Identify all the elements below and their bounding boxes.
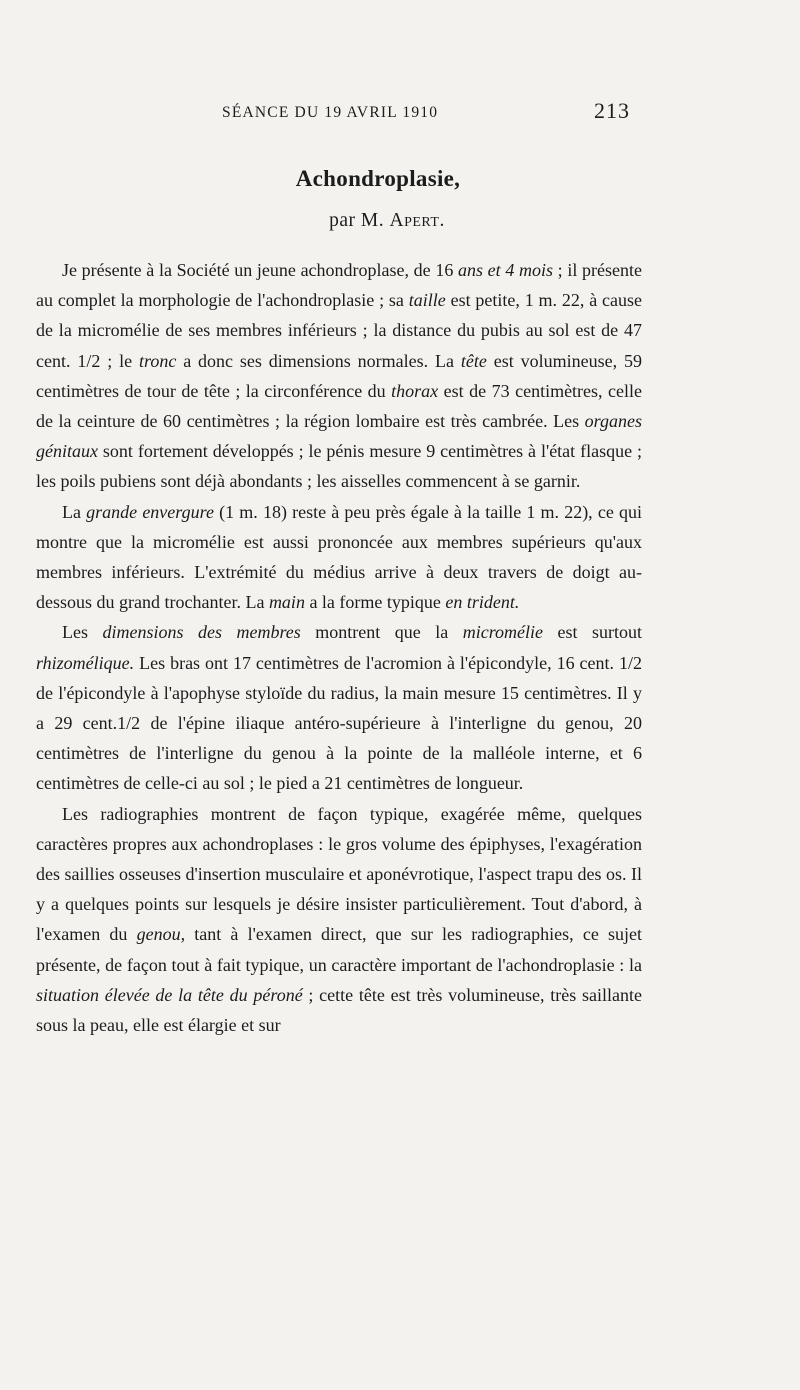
text-span: Les radiographies montrent de façon typique, exagérée même, quelques caractères propres aux achondroplases : le gros volume des épiphyses, l'exagération des saillies osseuses d'insertion musculaire et aponévrotique, l'aspect trapu des os. Il y a quelques points sur lesquels je désire insister particulièrement. Tout d'abord, à l'examen du (36, 803, 642, 945)
italic-span: main (268, 592, 305, 613)
text-span: a donc ses dimensions normales. La (176, 350, 461, 371)
italic-span: tête (460, 350, 487, 371)
text-span: tant à l'examen direct, que sur les radiographies, ce sujet présente, de façon tout à fait typique, un caractère important de l'achondroplasie : la (36, 924, 642, 975)
article-title: Achondroplasie, (295, 166, 461, 191)
text-span: ; cette tête est très volumineuse, très saillante sous la peau, elle est élargie et sur (36, 984, 642, 1036)
paragraph (36, 799, 642, 1041)
italic-span: rhizomélique. (36, 652, 135, 673)
text-span: Les (62, 622, 103, 643)
page-number: 213 (594, 98, 630, 123)
italic-span: tronc (138, 350, 177, 371)
text-span: sont fortement développés ; le pénis mesure 9 centimètres à l'état flasque ; les poils pubiens sont déjà abondants ; les aisselles commencent à se garnir. (36, 441, 642, 492)
italic-span: ans et 4 mois (458, 260, 554, 280)
italic-span: micromélie (462, 622, 544, 643)
byline-prefix: par M. (329, 210, 385, 231)
byline (0, 210, 774, 232)
paragraph (36, 497, 642, 618)
italic-span: organes génitaux (36, 411, 642, 462)
text-span: a la forme typique (304, 592, 446, 613)
paragraph (36, 255, 642, 497)
body-text (36, 255, 642, 1040)
italic-span: thorax (391, 380, 439, 401)
running-head: SÉANCE DU 19 AVRIL 1910 (222, 104, 439, 121)
italic-span: situation élevée de la tête du péroné (36, 984, 303, 1005)
text-span: est petite, 1 m. 22, à cause de la micromélie de ses membres inférieurs ; la distance du pubis au sol est de 47 cent. 1/2 ; le (36, 290, 642, 371)
italic-span: genou, (136, 924, 186, 945)
italic-span: en trident. (445, 592, 520, 613)
text-span: ; il présente au complet la morphologie de l'achondroplasie ; sa (36, 260, 642, 311)
text-span: est volumineuse, 59 centimètres de tour de tête ; la circonférence du (36, 350, 642, 401)
text-span: est surtout (543, 622, 643, 643)
text-span: Je présente à la Société un jeune achondroplase, de 16 (62, 260, 459, 280)
italic-span: taille (408, 290, 446, 311)
italic-span: grande envergure (86, 501, 214, 522)
text-span: montrent que la (300, 622, 463, 643)
author-name: Apert. (389, 210, 445, 231)
text-span: (1 m. 18) reste à peu près égale à la taille 1 m. 22), ce qui montre que la micromélie est aussi prononcée aux membres supérieurs qu'aux membres inférieurs. L'extrémité du médius arrive à deux travers de doigt au-dessous du grand trochanter. La (36, 501, 643, 613)
text-span: est de 73 centimètres, celle de la ceinture de 60 centimètres ; la région lombaire est très cambrée. Les (36, 380, 642, 432)
text-span: Les bras ont 17 centimètres de l'acromion à l'épicondyle, 16 cent. 1/2 de l'épicondyle à l'apophyse styloïde du radius, la main mesure 15 centimètres. Il y a 29 cent.1/2 de l'épine iliaque antéro-supérieure à l'interligne du genou, 20 centimètres de l'interligne du genou à la pointe de la malléole interne, et 6 centimètres de celle-ci au sol ; le pied a 21 centimètres de longueur. (36, 652, 642, 794)
italic-span: dimensions des membres (102, 622, 301, 643)
paragraph (36, 617, 642, 798)
text-span: La (62, 501, 87, 522)
